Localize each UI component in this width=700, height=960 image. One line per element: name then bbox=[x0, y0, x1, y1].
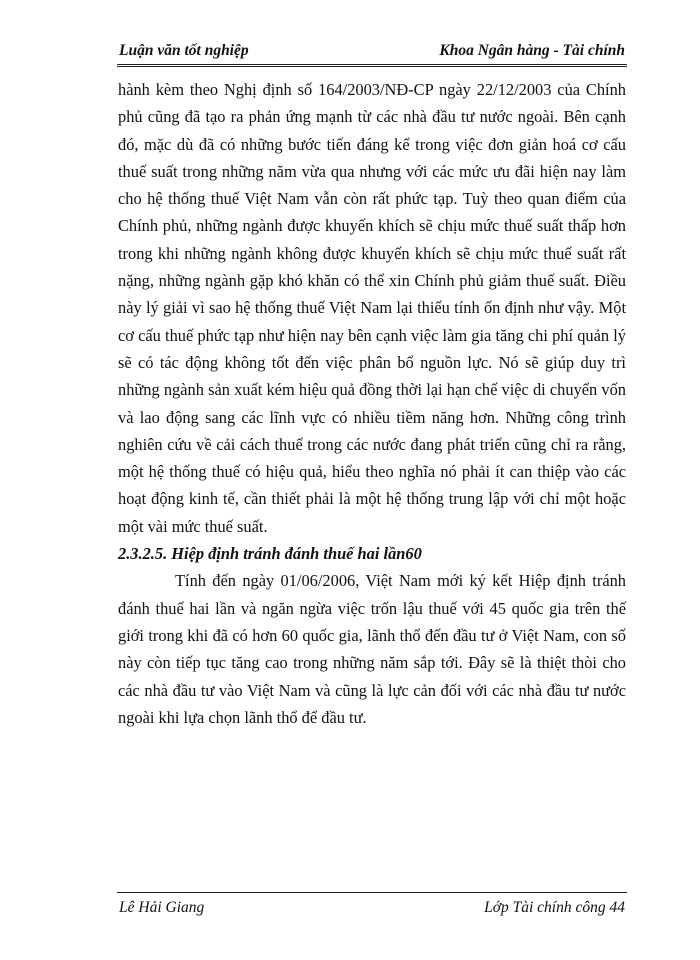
page-footer bbox=[117, 892, 627, 919]
section-heading: 2.3.2.5. Hiệp định tránh đánh thuế hai lần60 bbox=[118, 544, 422, 564]
page-header bbox=[117, 40, 627, 67]
header-thesis-title: Luận văn tốt nghiệp bbox=[119, 42, 249, 59]
header-faculty: Khoa Ngân hàng - Tài chính bbox=[439, 42, 625, 59]
footer-author: Lê Hải Giang bbox=[119, 899, 205, 916]
body-paragraph-2: Tính đến ngày 01/06/2006, Việt Nam mới ký kết Hiệp định tránh đánh thuế hai lần và ngăn ngừa việc trốn lậu thuế với 45 quốc gia trên thế giới trong khi đã có hơn 60 quốc gia, lãnh thổ đến đầu tư ở Việt Nam, con số này còn tiếp tục tăng cao trong những năm sắp tới. Đây sẽ là thiệt thòi cho các nhà đầu tư vào Việt Nam và cũng là lực cản đối với các nhà đầu tư nước ngoài khi lựa chọn lãnh thổ để đầu tư. bbox=[118, 571, 626, 727]
footer-class: Lớp Tài chính công 44 bbox=[484, 899, 625, 916]
page-body bbox=[118, 76, 626, 731]
body-paragraph-1: hành kèm theo Nghị định số 164/2003/NĐ-CP ngày 22/12/2003 của Chính phủ cũng đã tạo ra phản ứng mạnh từ các nhà đầu tư nước ngoài. Bên cạnh đó, mặc dù đã có những bước tiến đáng kể trong việc đơn giản hoá cơ cấu thuế suất trong những năm vừa qua nhưng với các mức ưu đãi hiện nay làm cho hệ thống thuế Việt Nam vẫn còn rất phức tạp. Tuỳ theo quan điểm của Chính phủ, những ngành được khuyến khích sẽ chịu mức thuế suất thấp hơn trong khi những ngành không được khuyến khích sẽ chịu mức thuế suất rất nặng, những ngành gặp khó khăn có thể xin Chính phủ giảm thuế suất. Điều này lý giải vì sao hệ thống thuế Việt Nam lại thiếu tính ổn định như vậy. Một cơ cấu thuế phức tạp như hiện nay bên cạnh việc làm gia tăng chi phí quản lý sẽ có tác động không tốt đến việc phân bổ nguồn lực. Nó sẽ giúp duy trì những ngành sản xuất kém hiệu quả đồng thời lại hạn chế việc di chuyển vốn và lao động sang các lĩnh vực có nhiều tiềm năng hơn. Những công trình nghiên cứu về cải cách thuế trong các nước đang phát triển cũng chỉ ra rằng, một hệ thống thuế có hiệu quả, hiểu theo nghĩa nó phải ít can thiệp vào các hoạt động kinh tế, cần thiết phải là một hệ thống trung lập với chỉ một hoặc một vài mức thuế suất. bbox=[118, 80, 626, 536]
